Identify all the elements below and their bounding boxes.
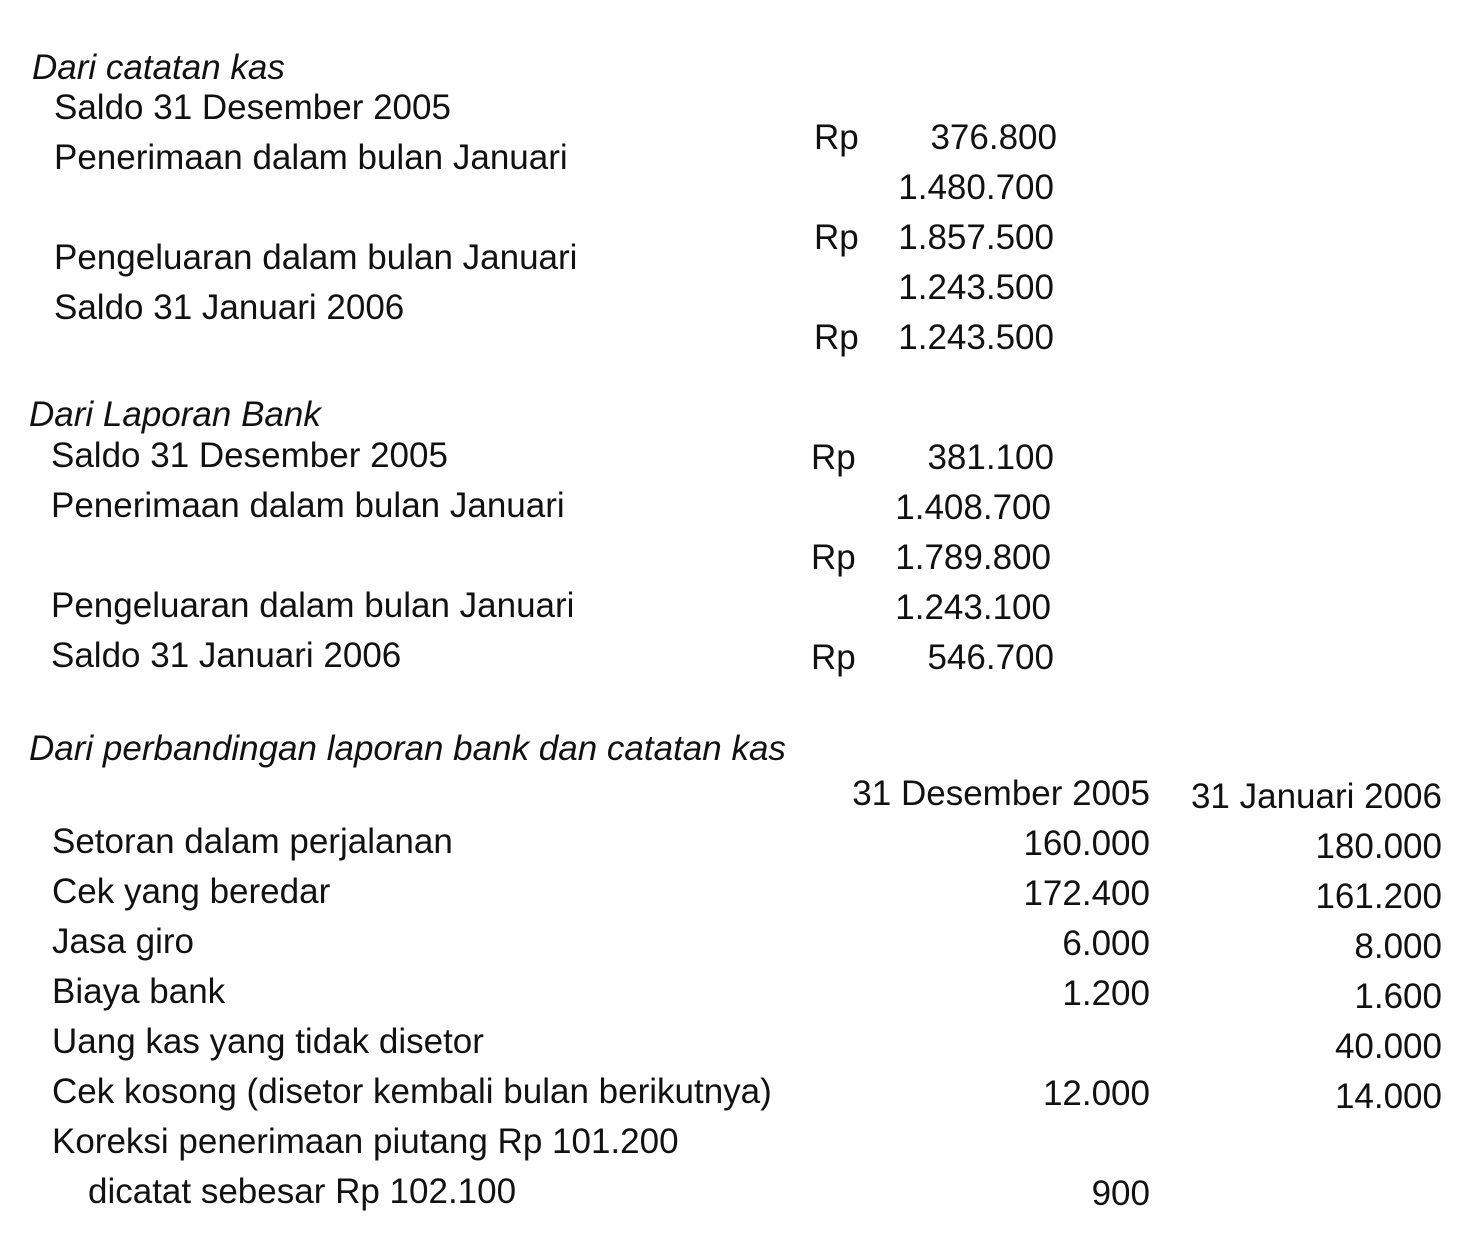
cash-amount: 1.243.500 — [898, 268, 1054, 307]
cash-amount: 1.243.500 — [898, 318, 1054, 357]
comparison-row-label: Cek kosong (disetor kembali bulan berikutnya) — [52, 1072, 772, 1111]
comparison-jan-value: 1.600 — [1354, 977, 1442, 1016]
comparison-jan-value: 161.200 — [1315, 877, 1442, 916]
comparison-dec-value: 1.200 — [1062, 974, 1150, 1013]
comparison-dec-value: 6.000 — [1062, 924, 1150, 963]
column-header-jan-2006: 31 Januari 2006 — [1190, 777, 1442, 816]
cash-row-label: Saldo 31 Desember 2005 — [54, 88, 451, 127]
bank-amount: 381.100 — [927, 438, 1054, 477]
comparison-dec-value: 172.400 — [1023, 874, 1150, 913]
bank-row-label: Saldo 31 Desember 2005 — [51, 436, 448, 475]
bank-currency: Rp — [811, 538, 856, 577]
column-header-dec-2005: 31 Desember 2005 — [852, 774, 1150, 813]
comparison-jan-value: 40.000 — [1334, 1027, 1442, 1066]
cash-currency: Rp — [814, 318, 859, 357]
cash-amount: 1.480.700 — [898, 168, 1054, 207]
comparison-dec-value: 160.000 — [1023, 824, 1150, 863]
comparison-jan-value: 14.000 — [1334, 1077, 1442, 1116]
bank-currency: Rp — [811, 638, 856, 677]
comparison-dec-value: 12.000 — [1042, 1074, 1150, 1113]
cash-amount: 376.800 — [930, 118, 1057, 157]
bank-currency: Rp — [811, 438, 856, 477]
comparison-row-label: Koreksi penerimaan piutang Rp 101.200 — [52, 1122, 679, 1161]
cash-currency: Rp — [814, 218, 859, 257]
bank-row-label: Pengeluaran dalam bulan Januari — [51, 586, 575, 625]
cash-row-label: Pengeluaran dalam bulan Januari — [54, 238, 578, 277]
bank-amount: 546.700 — [927, 638, 1054, 677]
comparison-row-label: Setoran dalam perjalanan — [52, 822, 453, 861]
comparison-row-label: Cek yang beredar — [52, 872, 331, 911]
comparison-row-label: Biaya bank — [52, 972, 226, 1011]
bank-row-label: Saldo 31 Januari 2006 — [51, 636, 402, 675]
comparison-jan-value: 8.000 — [1354, 927, 1442, 966]
comparison-jan-value: 180.000 — [1315, 827, 1442, 866]
bank-amount: 1.243.100 — [895, 588, 1051, 627]
comparison-heading: Dari perbandingan laporan bank dan catatan kas — [29, 729, 786, 768]
cash-amount: 1.857.500 — [898, 218, 1054, 257]
bank-amount: 1.408.700 — [895, 488, 1051, 527]
bank-report-heading: Dari Laporan Bank — [29, 395, 321, 434]
comparison-row-label: dicatat sebesar Rp 102.100 — [88, 1172, 517, 1211]
cash-row-label: Saldo 31 Januari 2006 — [54, 288, 405, 327]
bank-amount: 1.789.800 — [895, 538, 1051, 577]
comparison-row-label: Jasa giro — [52, 922, 195, 961]
bank-row-label: Penerimaan dalam bulan Januari — [51, 486, 565, 525]
cash-currency: Rp — [814, 118, 859, 157]
cash-records-heading: Dari catatan kas — [32, 48, 285, 87]
cash-row-label: Penerimaan dalam bulan Januari — [54, 138, 568, 177]
comparison-row-label: Uang kas yang tidak disetor — [52, 1022, 484, 1061]
comparison-dec-value: 900 — [1091, 1174, 1150, 1213]
